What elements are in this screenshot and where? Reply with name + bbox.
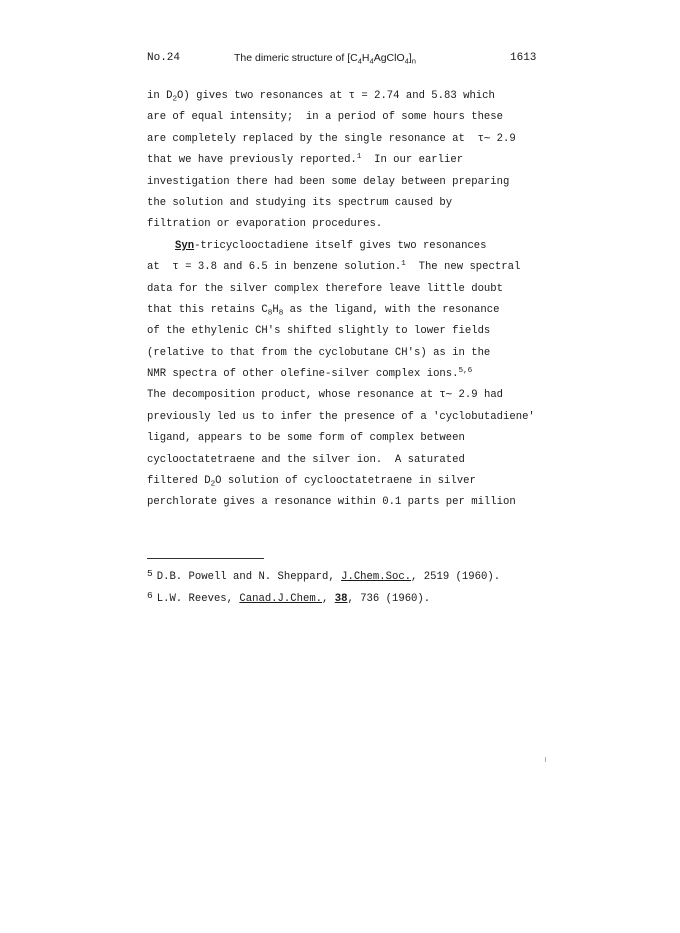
text-line: data for the silver complex therefore leave little doubt	[147, 282, 504, 295]
reference-mark: 1	[356, 152, 362, 161]
formula-part: ]	[408, 52, 412, 64]
text-span: H	[272, 303, 279, 316]
text-span: -tricyclooctadiene itself gives two resonances	[194, 239, 487, 252]
text-line: (relative to that from the cyclobutane CH's) as in the	[147, 346, 491, 359]
formula-subscript: 4	[404, 56, 409, 66]
subscript: 2	[210, 480, 216, 489]
text-span: that we have previously reported.	[147, 154, 357, 167]
text-line: perchlorate gives a resonance within 0.1 parts per million	[147, 496, 516, 509]
text-line: ligand, appears to be some form of complex between	[147, 432, 465, 445]
text-span: at τ = 3.8 and 6.5 in benzene solution.	[147, 261, 402, 274]
text-span: The new spectral	[405, 261, 521, 274]
journal-name: Canad.J.Chem.	[239, 593, 323, 605]
formula-subscript: n	[411, 56, 416, 66]
text-line: are of equal intensity; in a period of some hours these	[147, 111, 504, 124]
text-line: investigation there had been some delay between preparing	[147, 175, 510, 188]
subscript: 2	[172, 95, 178, 104]
running-title-text: The dimeric structure of	[234, 52, 348, 64]
formula-subscript: 4	[357, 56, 362, 66]
footnote-5	[147, 567, 501, 583]
text-span: filtered D	[147, 475, 211, 488]
text-line	[147, 471, 547, 492]
emphasis-prefix: Syn	[175, 239, 195, 252]
subscript: 8	[267, 309, 273, 318]
text-span: In our earlier	[361, 154, 464, 167]
text-line	[147, 364, 547, 385]
text-line: filtration or evaporation procedures.	[147, 218, 383, 231]
journal-issue: No.24	[147, 52, 181, 64]
footnote-text: , 736 (1960).	[347, 593, 431, 605]
text-line	[147, 236, 547, 257]
footnote-mark: 6	[147, 589, 153, 601]
footnote-divider	[147, 558, 264, 559]
text-span: O solution of cyclooctatetraene in silver	[215, 475, 476, 488]
running-title-formula	[347, 52, 416, 64]
body-text	[147, 86, 547, 514]
journal-name: J.Chem.Soc.	[341, 571, 412, 583]
volume-number: 38	[334, 593, 348, 605]
reference-mark: 1	[401, 259, 406, 268]
text-line: cyclooctatetraene and the silver ion. A saturated	[147, 453, 465, 466]
footnote-text: , 2519 (1960).	[411, 571, 501, 583]
running-title	[234, 52, 416, 64]
footnote-mark: 5	[147, 567, 153, 579]
footnote-text: D.B. Powell and N. Sheppard,	[156, 571, 342, 583]
formula-subscript: 4	[369, 56, 374, 66]
text-line	[147, 300, 547, 321]
footnote-6	[147, 589, 431, 605]
text-span: as the ligand, with the resonance	[283, 303, 500, 316]
text-line	[147, 150, 547, 171]
formula-part: AgClO	[373, 52, 405, 64]
text-span: in D	[147, 90, 173, 102]
text-line	[147, 86, 547, 107]
text-line: are completely replaced by the single resonance at τ∼ 2.9	[147, 132, 516, 145]
text-span: that this retains C	[147, 303, 268, 316]
text-line	[147, 257, 547, 278]
footnote-text: ,	[322, 593, 335, 605]
text-line: of the ethylenic CH's shifted slightly to lower fields	[147, 325, 491, 338]
scan-speck	[545, 757, 546, 762]
formula-part: [C	[347, 52, 358, 64]
text-line: The decomposition product, whose resonance at τ∼ 2.9 had	[147, 389, 504, 402]
subscript: 8	[278, 309, 284, 318]
formula-part: H	[361, 52, 370, 64]
text-line: previously led us to infer the presence of a 'cyclobutadiene'	[147, 410, 535, 423]
reference-mark: 5,6	[458, 366, 473, 375]
page-number: 1613	[510, 52, 537, 64]
text-line: the solution and studying its spectrum caused by	[147, 196, 453, 209]
text-span: NMR spectra of other olefine-silver complex ions.	[147, 368, 459, 381]
footnote-text: L.W. Reeves,	[156, 593, 240, 605]
text-span: O) gives two resonances at τ = 2.74 and 5.83 which	[177, 90, 495, 102]
